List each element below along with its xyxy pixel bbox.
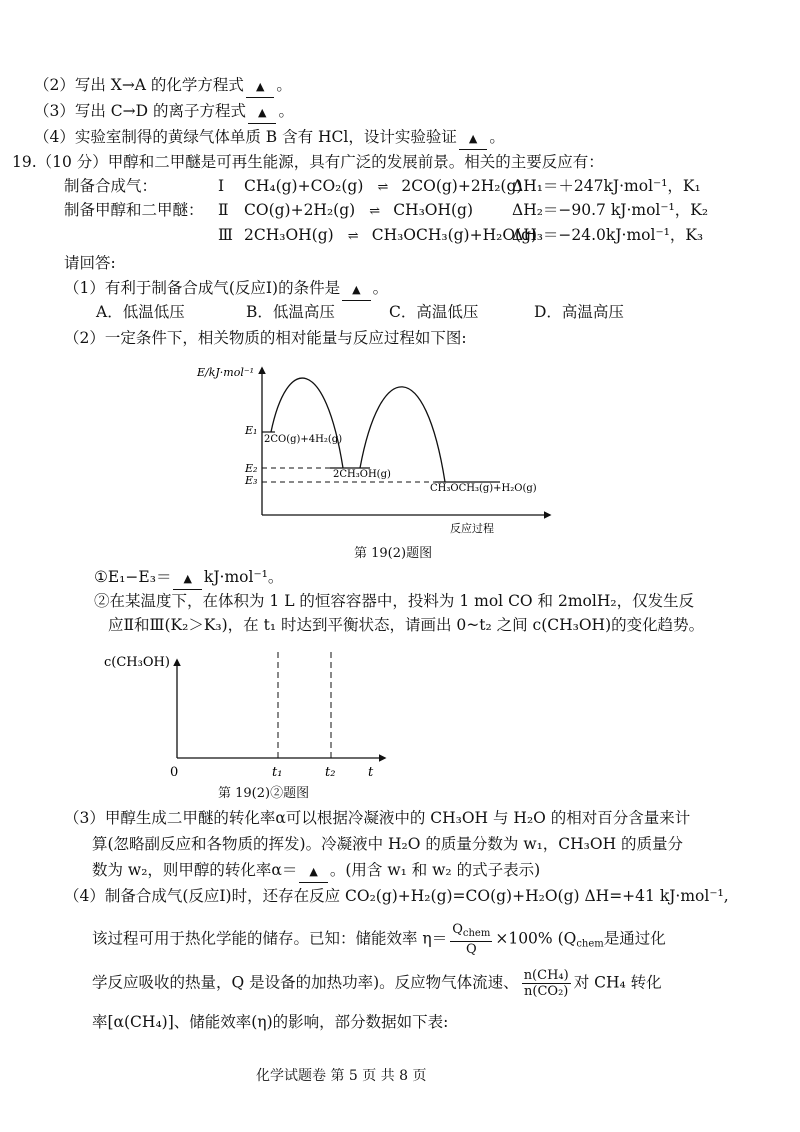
energy-curve-2 bbox=[360, 387, 445, 482]
q19-2-2-line-b: 应Ⅱ和Ⅲ(K₂＞K₃)，在 t₁ 时达到平衡状态，请画出 0~t₂ 之间 c(CH₃OH)的变化趋势。 bbox=[108, 616, 705, 634]
species-ch3och3: CH₃OCH₃(g)+H₂O(g) bbox=[430, 483, 537, 494]
q19-4-line-a: （4）制备合成气(反应Ⅰ)时，还存在反应 CO₂(g)+H₂(g)=CO(g)+H₂O(g) ΔH=+41 kJ·mol⁻¹, bbox=[64, 887, 729, 905]
answer-blank[interactable]: ▲ bbox=[342, 280, 370, 301]
energy-diagram-caption: 第 19(2)题图 bbox=[354, 546, 433, 561]
page-footer: 化学试题卷 第 5 页 共 8 页 bbox=[256, 1068, 427, 1084]
x-axis-label: 反应过程 bbox=[450, 522, 494, 535]
answer-blank[interactable]: ▲ bbox=[248, 103, 276, 124]
q18-4-line: （4）实验室制得的黄绿气体单质 B 含有 HCl，设计实验验证 ▲ 。 bbox=[34, 127, 505, 150]
concentration-chart[interactable] bbox=[100, 640, 400, 780]
answer-blank[interactable]: ▲ bbox=[299, 862, 327, 883]
answer-blank[interactable]: ▲ bbox=[246, 77, 274, 98]
species-ch3oh: 2CH₃OH(g) bbox=[333, 469, 391, 480]
q19-1-line: （1）有利于制备合成气(反应Ⅰ)的条件是 ▲ 。 bbox=[64, 278, 388, 301]
equilibrium-arrow-icon: ⇌ bbox=[369, 204, 380, 219]
efficiency-fraction: $\frac{Q_{chem}}{Q}$ bbox=[452, 922, 491, 957]
q18-2-line: （2）写出 X→A 的化学方程式 ▲ 。 bbox=[34, 75, 292, 98]
answer-blank[interactable]: ▲ bbox=[459, 129, 487, 150]
e2-label: E₂ bbox=[245, 462, 258, 475]
reaction-3-equation: 2CH₃OH(g) ⇌ CH₃OCH₃(g)+H₂O(g) bbox=[244, 225, 537, 247]
reaction-1-enthalpy: ΔH₁＝＋247kJ·mol⁻¹，K₁ bbox=[512, 177, 701, 195]
option-b[interactable]: B．低温高压 bbox=[246, 303, 335, 321]
q18-3-line: （3）写出 C→D 的离子方程式 ▲ 。 bbox=[34, 101, 294, 124]
origin-label: 0 bbox=[170, 765, 179, 780]
q19-heading: 19.（10 分）甲醇和二甲醚是可再生能源，具有广泛的发展前景。相关的主要反应有： bbox=[12, 153, 604, 171]
e3-label: E₃ bbox=[245, 474, 258, 487]
q19-3-line-b: 算(忽略副反应和各物质的挥发)。冷凝液中 H₂O 的质量分数为 w₁，CH₃OH 的质量分 bbox=[92, 835, 684, 853]
reaction-3-enthalpy: ΔH₃＝−24.0kJ·mol⁻¹，K₃ bbox=[512, 226, 704, 244]
reaction-2-equation: CO(g)+2H₂(g) ⇌ CH₃OH(g) bbox=[244, 200, 473, 222]
reaction-2-label: 制备甲醇和二甲醚： bbox=[64, 201, 204, 219]
reaction-1-number: Ⅰ bbox=[218, 177, 225, 195]
option-a[interactable]: A．低温低压 bbox=[96, 303, 185, 321]
mole-ratio-fraction: $\frac{\text{n(CH₄)}}{\text{n(CO₂)}}$ bbox=[523, 968, 569, 999]
equilibrium-arrow-icon: ⇌ bbox=[347, 229, 358, 244]
option-c[interactable]: C．高温低压 bbox=[389, 303, 479, 321]
e1-label: E₁ bbox=[245, 424, 258, 437]
equilibrium-arrow-icon: ⇌ bbox=[377, 180, 388, 195]
t2-label: t₂ bbox=[325, 765, 336, 780]
q19-2-1-line: ①E₁−E₃＝ ▲ kJ·mol⁻¹。 bbox=[94, 567, 283, 590]
energy-curve-1 bbox=[271, 378, 343, 468]
t1-label: t₁ bbox=[272, 765, 283, 780]
reaction-3-number: Ⅲ bbox=[218, 226, 233, 244]
q19-3-line-a: （3）甲醇生成二甲醚的转化率α可以根据冷凝液中的 CH₃OH 与 H₂O 的相对百分含量来计 bbox=[64, 809, 691, 827]
reaction-2-enthalpy: ΔH₂＝−90.7 kJ·mol⁻¹，K₂ bbox=[512, 201, 709, 219]
answer-blank[interactable]: ▲ bbox=[173, 569, 201, 590]
q19-4-line-c: 学反应吸收的热量，Q 是设备的加热功率)。反应物气体流速、 $\frac{\text{n(CH₄)}}{\text{n(CO₂)}}$ 对 CH₄ 转化 bbox=[92, 968, 662, 999]
q19-2-line: （2）一定条件下，相关物质的相对能量与反应过程如下图: bbox=[64, 329, 467, 347]
option-d[interactable]: D．高温高压 bbox=[534, 303, 624, 321]
concentration-chart-caption: 第 19(2)②题图 bbox=[218, 786, 310, 801]
t-label: t bbox=[368, 765, 374, 780]
reaction-1-equation: CH₄(g)+CO₂(g) ⇌ 2CO(g)+2H₂(g) bbox=[244, 176, 522, 198]
q19-3-line-c: 数为 w₂，则甲醇的转化率α＝ ▲ 。(用含 w₁ 和 w₂ 的式子表示) bbox=[92, 860, 540, 883]
q19-4-line-b: 该过程可用于热化学能的储存。已知：储能效率 η＝ $\frac{Q_{chem}}{Q}$ ×100% ($Q_{chem}$是通过化 bbox=[92, 922, 666, 957]
please-answer: 请回答: bbox=[64, 254, 116, 272]
q19-2-2-line-a: ②在某温度下，在体积为 1 L 的恒容容器中，投料为 1 mol CO 和 2molH₂，仅发生反 bbox=[94, 592, 695, 610]
reaction-2-number: Ⅱ bbox=[218, 201, 229, 219]
y-axis-label: c(CH₃OH) bbox=[104, 655, 170, 670]
reaction-1-label: 制备合成气： bbox=[64, 177, 158, 195]
q19-4-line-d: 率[α(CH₄)]、储能效率(η)的影响，部分数据如下表: bbox=[92, 1013, 449, 1031]
species-co-h2: 2CO(g)+4H₂(g) bbox=[264, 434, 343, 445]
energy-diagram bbox=[195, 360, 565, 535]
y-axis-label: E/kJ·mol⁻¹ bbox=[197, 366, 255, 379]
